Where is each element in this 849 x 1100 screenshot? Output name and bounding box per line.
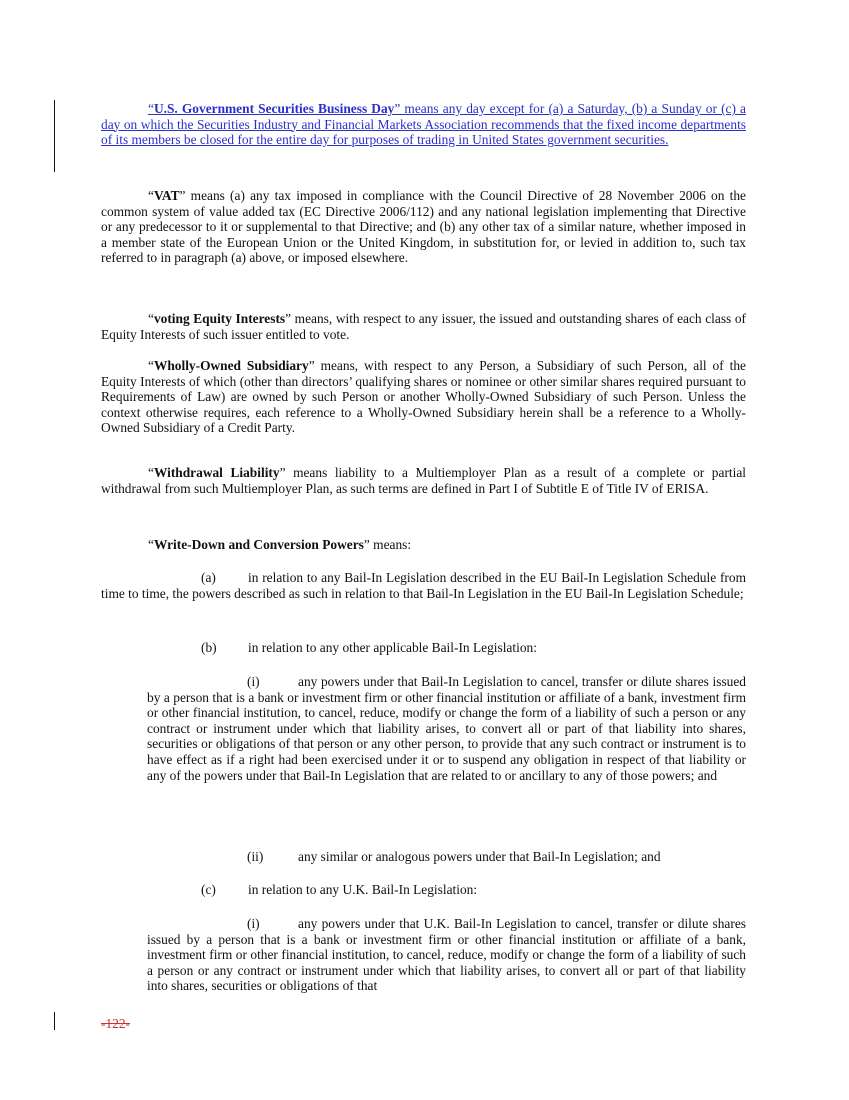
- quote-open: “: [148, 537, 154, 552]
- clause-label: (ii): [247, 849, 264, 864]
- defined-term: Withdrawal Liability: [153, 465, 280, 480]
- definition-withdrawal-liability: [101, 465, 746, 496]
- quote-open: “: [148, 465, 154, 480]
- quote-open: “: [148, 311, 154, 326]
- clause-b-i: [147, 674, 746, 783]
- quote-open: “: [148, 101, 154, 116]
- definition-text: ” means (a) any tax imposed in compliance with the Council Directive of 28 November 2006 on the common system of value added tax (EC Directive 2006/112) and any national legislation implementing that Directive or any predecessor to it or supplemental to that Directive; and (b) any other tax of a similar nature, whether imposed in a member state of the European Union or the United Kingdom, in substitution for, or levied in addition to, such tax referred to in paragraph (a) above, or imposed elsewhere.: [101, 188, 746, 266]
- change-bar-bottom: [54, 1012, 55, 1030]
- definition-text: ” means, with respect to any Person, a Subsidiary of such Person, all of the Equity Interests of which (other than directors’ qualifying shares or nominee or other similar shares required pursuant to Requirements of Law) are owned by such Person or another Wholly-Owned Subsidiary of such Person. Unless the context otherwise requires, each reference to a Wholly-Owned Subsidiary herein shall be a reference to a Wholly-Owned Subsidiary of a Credit Party.: [101, 358, 746, 436]
- defined-term: voting Equity Interests: [153, 311, 286, 326]
- definition-text: ” means, with respect to any issuer, the issued and outstanding shares of each class of Equity Interests of such issuer entitled to vote.: [101, 311, 746, 342]
- definition-voting-equity-interests: [101, 311, 746, 342]
- clause-text: in relation to any U.K. Bail-In Legislation:: [248, 882, 478, 897]
- page-number: -122-: [101, 1016, 131, 1031]
- definition-vat: [101, 188, 746, 266]
- definition-text: ” means:: [363, 537, 412, 552]
- clause-label: (a): [201, 570, 216, 585]
- defined-term: U.S. Government Securities Business Day: [153, 101, 395, 116]
- definition-text: ” means any day except for (a) a Saturday, (b) a Sunday or (c) a day on which the Securities Industry and Financial Markets Association recommends that the fixed income departments of its members be closed for the entire day for purposes of trading in United States government securities.: [101, 101, 746, 148]
- clause-text: any similar or analogous powers under that Bail-In Legislation; and: [298, 849, 661, 864]
- clause-label: (b): [201, 640, 217, 655]
- defined-term: VAT: [153, 188, 180, 203]
- clause-c-i: [147, 916, 746, 994]
- quote-open: “: [148, 358, 154, 373]
- quote-open: “: [148, 188, 154, 203]
- defined-term: Wholly-Owned Subsidiary: [153, 358, 309, 373]
- change-bar-top: [54, 100, 55, 172]
- definition-us-government-securities-business-day: [101, 101, 746, 148]
- definition-wholly-owned-subsidiary: [101, 358, 746, 436]
- clause-label: (i): [247, 916, 260, 931]
- defined-term: Write-Down and Conversion Powers: [153, 537, 364, 552]
- clause-label: (c): [201, 882, 216, 897]
- clause-label: (i): [247, 674, 260, 689]
- definition-text: ” means liability to a Multiemployer Plan as a result of a complete or partial withdrawal from such Multiemployer Plan, as such terms are defined in Part I of Subtitle E of Title IV of ERISA.: [101, 465, 747, 496]
- clause-b: [201, 640, 537, 656]
- clause-b-ii: [247, 849, 661, 865]
- clause-text: any powers under that U.K. Bail-In Legislation to cancel, transfer or dilute shares issued by a person that is a bank or investment firm or other financial institution or affiliate of a bank, investment firm or other financial institution, to cancel, reduce, modify or change the form of a liability of such a person or any contract or instrument under which that liability arises, to convert all or part of that liability into shares, securities or obligations of that: [147, 916, 746, 994]
- clause-a: [101, 570, 746, 601]
- clause-text: in relation to any Bail-In Legislation described in the EU Bail-In Legislation Schedule from time to time, the powers described as such in relation to that Bail-In Legislation in the EU Bail-In Legislation Schedule;: [101, 570, 746, 601]
- definition-write-down-and-conversion-powers: [101, 537, 746, 553]
- clause-c: [201, 882, 477, 898]
- clause-text: any powers under that Bail-In Legislation to cancel, transfer or dilute shares issued by a person that is a bank or investment firm or other financial institution or affiliate of a bank, investment firm or other financial institution, to cancel, reduce, modify or change the form of a liability of such a person or any contract or instrument under which that liability arises, to convert all or part of that liability into shares, securities or obligations of that person or any other person, to provide that any such contract or instrument is to have effect as if a right had been exercised under it or to suspend any obligation in respect of that liability or any of the powers under that Bail-In Legislation that are related to or ancillary to any of those powers; and: [147, 674, 746, 783]
- clause-text: in relation to any other applicable Bail-In Legislation:: [248, 640, 537, 655]
